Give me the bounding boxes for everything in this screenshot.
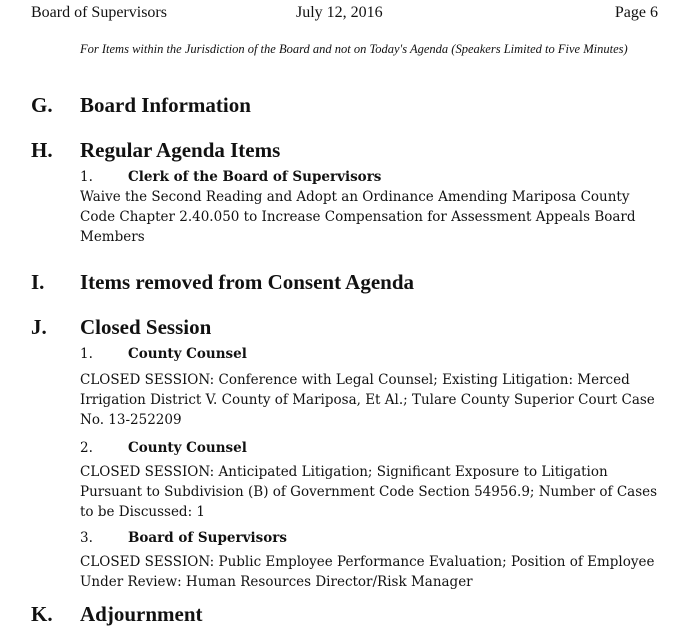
section-title: Adjournment (80, 602, 203, 626)
agenda-item-heading (80, 167, 660, 187)
agenda-item-number: 1. (80, 346, 93, 362)
header-page-number: Page 6 (614, 4, 658, 21)
agenda-item-heading (80, 344, 660, 364)
section-adjournment (31, 601, 671, 627)
header-organization: Board of Supervisors (31, 4, 167, 21)
section-letter: G. (31, 93, 53, 117)
section-title: Board Information (80, 93, 251, 117)
agenda-item-heading (80, 528, 660, 548)
agenda-item-heading (80, 438, 660, 458)
agenda-item-description: CLOSED SESSION: Conference with Legal Counsel; Existing Litigation: Merced Irrigation District V. County of Mariposa, Et Al.; Tulare County Superior Court Case No. 13-252209 (80, 372, 655, 428)
agenda-item (80, 528, 660, 592)
agenda-item-description: CLOSED SESSION: Public Employee Performance Evaluation; Position of Employee Under Review: Human Resources Director/Risk Manager (80, 554, 655, 590)
header-date: July 12, 2016 (296, 4, 383, 21)
agenda-item-title: County Counsel (128, 440, 247, 456)
agenda-item (80, 167, 660, 247)
agenda-item-description: Waive the Second Reading and Adopt an Ordinance Amending Mariposa County Code Chapter 2.40.050 to Increase Compensation for Assessment Appeals Board Members (80, 189, 636, 245)
section-title: Items removed from Consent Agenda (80, 270, 415, 294)
section-heading (31, 137, 671, 163)
agenda-item-title: Clerk of the Board of Supervisors (128, 169, 382, 185)
agenda-item-title: County Counsel (128, 346, 247, 362)
page-header (0, 4, 680, 24)
section-heading (31, 92, 671, 118)
section-letter: J. (31, 315, 47, 339)
section-letter: I. (31, 270, 45, 294)
agenda-item-number: 1. (80, 169, 93, 185)
section-items-removed (31, 269, 671, 295)
public-comment-note: For Items within the Jurisdiction of the Board and not on Today's Agenda (Speakers Limited to Five Minutes) (80, 42, 628, 56)
section-title: Regular Agenda Items (80, 138, 281, 162)
section-heading (31, 314, 671, 340)
agenda-item-title: Board of Supervisors (128, 530, 287, 546)
section-closed-session (31, 314, 671, 592)
section-heading (31, 601, 671, 627)
section-title: Closed Session (80, 315, 212, 339)
agenda-item-number: 3. (80, 530, 93, 546)
agenda-item (80, 438, 660, 522)
agenda-item-description: CLOSED SESSION: Anticipated Litigation; Significant Exposure to Litigation Pursuant to Subdivision (B) of Government Code Section 54956.9; Number of Cases to be Discussed: 1 (80, 464, 658, 520)
section-board-information (31, 92, 671, 118)
section-letter: K. (31, 602, 53, 626)
section-letter: H. (31, 138, 53, 162)
agenda-item (80, 344, 660, 430)
agenda-item-number: 2. (80, 440, 93, 456)
section-heading (31, 269, 671, 295)
section-regular-agenda-items (31, 137, 671, 247)
